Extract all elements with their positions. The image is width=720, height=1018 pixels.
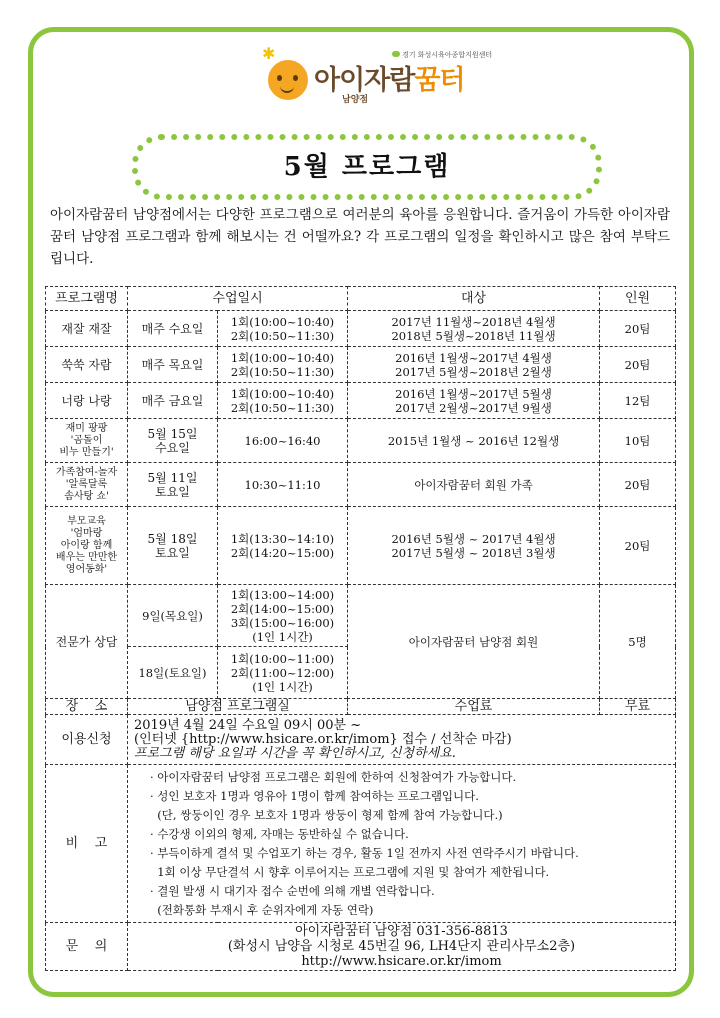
program-name: 재잘 재잘 xyxy=(46,311,128,347)
program-target: 2016년 1월생~2017년 4월생 2017년 5월생~2018년 2월생 xyxy=(348,347,600,383)
program-times: 1회(10:00~10:40) 2회(10:50~11:30) xyxy=(218,311,348,347)
header-schedule: 수업일시 xyxy=(128,287,348,311)
logo xyxy=(262,44,493,110)
program-count: 20팀 xyxy=(600,507,676,585)
program-day: 5월 11일 토요일 xyxy=(128,463,218,507)
program-count: 20팀 xyxy=(600,463,676,507)
program-day: 5월 18일 토요일 xyxy=(128,507,218,585)
consult-target: 아이자람꿈터 남양점 회원 xyxy=(348,585,600,699)
note-item: · 결원 발생 시 대기자 접수 순번에 의해 개별 연락합니다. xyxy=(150,883,435,898)
contact-label: 문 의 xyxy=(46,923,128,971)
program-count: 12팀 xyxy=(600,383,676,419)
contact-line3: http://www.hsicare.or.kr/imom xyxy=(301,954,502,969)
program-count: 20팀 xyxy=(600,347,676,383)
apply-row xyxy=(46,715,676,765)
notes-row xyxy=(46,765,676,923)
consult-times1: 1회(13:00~14:00) 2회(14:00~15:00) 3회(15:00~16:00) (1인 1시간) xyxy=(218,585,348,647)
logo-name: 아이자람꿈터 xyxy=(314,65,465,96)
program-day: 5월 15일 수요일 xyxy=(128,419,218,463)
table-row xyxy=(46,383,676,419)
program-name: 재미 팡팡 '곰돌이 비누 만들기' xyxy=(46,419,128,463)
consult-day1: 9일(목요일) xyxy=(128,585,218,647)
fee-label: 수업료 xyxy=(348,699,600,715)
page-title: 5월 프로그램 xyxy=(132,134,602,200)
program-target: 2016년 5월생 ~ 2017년 4월생 2017년 5월생 ~ 2018년 3월생 xyxy=(348,507,600,585)
consult-day2: 18일(토요일) xyxy=(128,647,218,699)
logo-subtitle: 경기 화성시육아종합지원센터 xyxy=(392,50,492,60)
program-table xyxy=(45,286,676,971)
consult-times2: 1회(10:00~11:00) 2회(11:00~12:00) (1인 1시간) xyxy=(218,647,348,699)
note-item: · 성인 보호자 1명과 영유아 1명이 함께 참여하는 프로그램입니다. xyxy=(150,788,479,803)
contact-line2: (화성시 남양읍 시청로 45번길 96, LH4단지 관리사무소2층) xyxy=(227,939,576,954)
program-times: 1회(10:00~10:40) 2회(10:50~11:30) xyxy=(218,347,348,383)
notes-content xyxy=(128,765,676,923)
program-name: 부모교육 '엄마랑 아이랑 함께 배우는 만만한 영어동화' xyxy=(46,507,128,585)
star-icon: ✱ xyxy=(262,44,276,63)
program-day: 매주 금요일 xyxy=(128,383,218,419)
table-row xyxy=(46,507,676,585)
program-times: 10:30~11:10 xyxy=(218,463,348,507)
program-name: 너랑 나랑 xyxy=(46,383,128,419)
consult-count: 5명 xyxy=(600,585,676,699)
apply-line2: (인터넷 {http://www.hsicare.or.kr/imom} 접수 / 선착순 마감) xyxy=(134,731,512,747)
consult-row xyxy=(46,585,676,647)
logo-branch: 남양점 xyxy=(342,95,369,105)
apply-line3: 프로그램 해당 요일과 시간을 꼭 확인하시고, 신청하세요. xyxy=(134,745,456,761)
note-item: · 아이자람꿈터 남양점 프로그램은 회원에 한하여 신청참여가 가능합니다. xyxy=(150,769,517,784)
place-row xyxy=(46,699,676,715)
fee-value: 무료 xyxy=(600,699,676,715)
program-day: 매주 수요일 xyxy=(128,311,218,347)
program-target: 2017년 11월생~2018년 4월생 2018년 5월생~2018년 11월생 xyxy=(348,311,600,347)
program-times: 16:00~16:40 xyxy=(218,419,348,463)
table-row xyxy=(46,311,676,347)
apply-line1: 2019년 4월 24일 수요일 09시 00분 ~ xyxy=(134,717,362,733)
apply-content xyxy=(128,715,676,765)
table-row xyxy=(46,347,676,383)
program-name: 가족참여-놀자 '알록달록 솜사탕 쇼' xyxy=(46,463,128,507)
contact-content xyxy=(128,923,676,971)
contact-line1: 아이자람꿈터 남양점 031-356-8813 xyxy=(295,924,508,939)
note-item: · 부득이하게 결석 및 수업포기 하는 경우, 활동 1일 전까지 사전 연락주시기 바랍니다. xyxy=(150,845,579,860)
table-row xyxy=(46,419,676,463)
intro-text: 아이자람꿈터 남양점에서는 다양한 프로그램으로 여러분의 육아를 응원합니다. 즐거움이 가득한 아이자람꿈터 남양점 프로그램과 함께 해보시는 건 어떨까요? 각 프로그램의 일정을 확인하시고 많은 참여 부탁드립니다. xyxy=(50,207,670,267)
program-times: 1회(10:00~10:40) 2회(10:50~11:30) xyxy=(218,383,348,419)
header-target: 대상 xyxy=(348,287,600,311)
header-program: 프로그램명 xyxy=(46,287,128,311)
program-count: 20팀 xyxy=(600,311,676,347)
table-row xyxy=(46,463,676,507)
program-name: 쑥쑥 자람 xyxy=(46,347,128,383)
place-value: 남양점 프로그램실 xyxy=(128,699,348,715)
note-item: 1회 이상 무단결석 시 향후 이루어지는 프로그램에 지원 및 참여가 제한됩니다. xyxy=(150,864,550,879)
program-target: 2015년 1월생 ~ 2016년 12월생 xyxy=(348,419,600,463)
table-header-row xyxy=(46,287,676,311)
place-label: 장 소 xyxy=(46,699,128,715)
consult-name: 전문가 상담 xyxy=(46,585,128,699)
program-count: 10팀 xyxy=(600,419,676,463)
note-item: · 수강생 이외의 형제, 자매는 동반하실 수 없습니다. xyxy=(150,826,409,841)
notes-label: 비 고 xyxy=(46,765,128,923)
header-count: 인원 xyxy=(600,287,676,311)
note-item: (단, 쌍둥이인 경우 보호자 1명과 쌍둥이 형제 함께 참여 가능합니다.) xyxy=(150,807,503,822)
program-target: 아이자람꿈터 회원 가족 xyxy=(348,463,600,507)
program-times: 1회(13:30~14:10) 2회(14:20~15:00) xyxy=(218,507,348,585)
note-item: (전화통화 부재시 후 순위자에게 자동 연락) xyxy=(150,902,374,917)
contact-row xyxy=(46,923,676,971)
program-day: 매주 목요일 xyxy=(128,347,218,383)
program-target: 2016년 1월생~2017년 5월생 2017년 2월생~2017년 9월생 xyxy=(348,383,600,419)
apply-label: 이용신청 xyxy=(46,715,128,765)
child-face-icon xyxy=(268,60,308,100)
